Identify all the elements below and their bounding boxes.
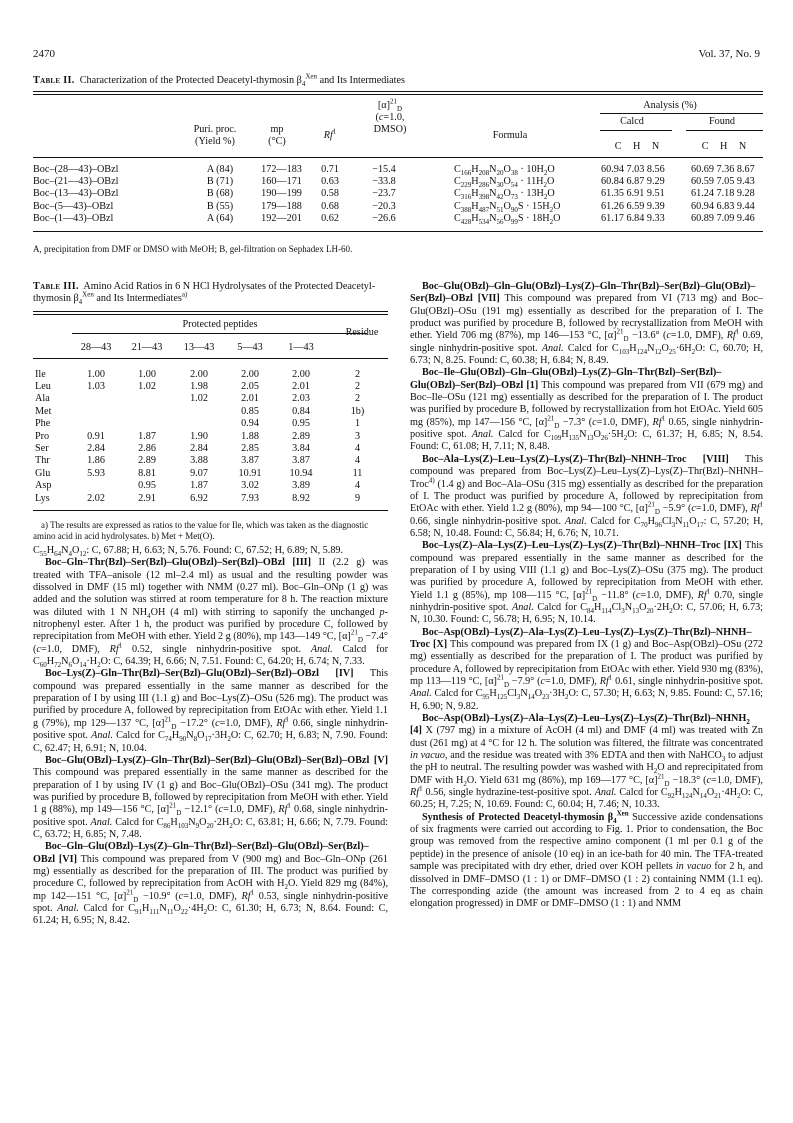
table-row: Pro 0.91 1.87 1.90 1.88 2.89 3 — [35, 430, 361, 442]
table2-caption — [33, 72, 773, 89]
table2-header-formula: Formula — [492, 130, 528, 141]
table2-footnote: A, precipitation from DMF or DMSO with MeOH; B, gel-filtration on Sephadex LH-60. — [33, 244, 353, 254]
table2-header-calcd-chn: C H N — [614, 141, 660, 152]
table-row: Lys 2.02 2.91 6.92 7.93 8.92 9 — [35, 492, 361, 504]
table3 — [33, 368, 388, 504]
table-row: Phe 0.94 0.95 1 — [35, 418, 361, 430]
table2-caption-text: Characterization of the Protected Deacetyl-thymosin $\beta_4^{Xen}$ and Its Intermediates — [79, 72, 405, 89]
table-row: Glu 5.93 8.81 9.07 10.91 10.94 11 — [35, 467, 363, 479]
table-row: Boc–(21—43)–OBzl B (71) 160—171 0.63 −33.8 $C_{229}H_{286}N_{30}O_{54} \cdot 11H_2O$ 60.84 6.87 9.29 60.59 7.05 9.43 — [33, 176, 755, 190]
table3-caption-label: Table III. — [33, 281, 79, 292]
left-column-text: $C_{55}H_{64}N_4O_{12}$: C, 67.88; H, 6.63; N, 5.76. Found: C, 67.52; H, 6.89; N, 5.89. Boc–Gln–Thr(Bzl)–Ser(Bzl)–Glu(OBzl)–Ser(Bzl)–OBzl [III] II (2.2 g) was treated with TFA–anisole (12 ml–2.4 ml) as usual and the resulting powder was dissolved in DMF (15 ml) together with NMM (0.27 ml). Boc–Gln–ONp (1 g) was added and the solution was stirred at room temperature for 8 h. The reaction mixture was diluted with 1 N $NH_4OH$ (4 ml) with stirring to saponify the unchanged p-nitrophenyl ester. After 1 h, the product was purified by procedure C, followed by reprecipitation from MeOH with ether. Yield 2 g (80%), mp 143—149 °C, $[\alpha]^{21}_D -7.4^\circ$ (c=1.0, DMF), Rf$^1$ 0.52, single ninhydrin-positive spot. Anal. Calcd for $C_{60}H_{72}N_6O_{14}\cdot H_2O$: C, 64.39; H, 6.66; N, 7.51. Found: C, 64.20; H, 6.74; N, 7.33. Boc–Lys(Z)–Gln–Thr(Bzl)–Ser(Bzl)–Glu(OBzl)–Ser(Bzl)–OBzl [IV] This compound was prepared essentially in the same manner as described for the preparation of I by using III (1.1 g) and Boc–Lys(Z)–OSu (526 mg). The product was purified by procedure A, followed by reprecipitation from EtOAc with ether. Yield 1.1 g (79%), mp 129—137 °C, $[\alpha]^{21}_D -17.2^\circ$ (c=1.0, DMF), Rf$^1$ 0.66, single ninhydrin-positive spot. Anal. Calcd for $C_{74}H_{90}N_8O_{17}\cdot 3H_2O$: C, 62.70; H, 6.83; N, 7.90. Found: C, 62.47; H, 6.91; N, 10.04. Boc–Glu(OBzl)–Lys(Z)–Gln–Thr(Bzl)–Ser(Bzl)–Glu(OBzl)–Ser(Bzl)–OBzl [V] This compound was prepared essentially in the same manner as described for the preparation of I by using IV (1 g) and Boc–Glu(OBzl)–OSu (341 mg). The product was purified by procedure B, followed by reprecipitation from MeOH with ether. Yield 1 g (88%), mp 149—156 °C, $[\alpha]^{21}_D -12.1^\circ$ (c=1.0, DMF), Rf$^1$ 0.68, single ninhydrin-positive spot. Anal. Calcd for $C_{86}H_{103}N_9O_{20}\cdot 2H_2O$: C, 63.81; H, 6.66; N, 7.79. Found: C, 63.72; H, 6.85; N, 7.48. Boc–Gln–Glu(OBzl)–Lys(Z)–Gln–Thr(Bzl)–Ser(Bzl)–Glu(OBzl)–Ser(Bzl)–OBzl [VI] This compound was prepared from V (900 mg) and Boc–Gln–ONp (261 mg) essentially as described for the preparation of III. The product was purified by procedure C, followed by reprecipitation from AcOH with $H_2O$. Yield 829 mg (84%), mp 142—151 °C, $[\alpha]^{21}_D -10.9^\circ$ (c=1.0, DMF), Rf$^1$ 0.53, single ninhydrin-positive spot. Anal. Calcd for $C_{91}H_{111}N_{11}O_{22}\cdot 4H_2O$: C, 61.30; H, 6.73; N, 8.64. Found: C, 61.24; H, 6.95; N, 8.42. — [33, 545, 389, 927]
table-row: Ala 1.02 2.01 2.03 2 — [35, 393, 361, 405]
table3-caption: Table III. Amino Acid Ratios in 6 N HCl Hydrolysates of the Protected Deacetyl-thymosin $\beta_4^{Xen}$ and Its Intermediates$^{a)}$ — [33, 281, 376, 307]
table2 — [33, 163, 763, 225]
table2-header-found-chn: C H N — [701, 141, 747, 152]
table2-header-calcd: Calcd — [620, 116, 644, 127]
table2-header-mp: mp (°C) — [268, 124, 286, 147]
right-column-text: Boc–Glu(OBzl)–Gln–Glu(OBzl)–Lys(Z)–Gln–Thr(Bzl)–Ser(Bzl)–Glu(OBzl)–Ser(Bzl)–OBzl [VII] This compound was prepared from VI (713 mg) and Boc–Glu(OBzl)–OSu (191 mg) essentially as described for the preparation of I. The product was purified by procedure B, followed by recrystallization from MeOH with ether. Yield 706 mg (87%), mp 146—153 °C, $[\alpha]^{21}_D -13.6^\circ$ (c=1.0, DMF), Rf$^1$ 0.69, single ninhydrin-positive spot. Anal. Calcd for $C_{103}H_{124}N_{12}O_{25}\cdot 6H_2O$: C, 60.70; H, 6.73; N, 8.25. Found: C, 60.38; H, 6.84; N, 8.49. Boc–Ile–Glu(OBzl)–Gln–Glu(OBzl)–Lys(Z)–Gln–Thr(Bzl)–Ser(Bzl)–Glu(OBzl)–Ser(Bzl)–OBzl [1] This compound was prepared from VII (679 mg) and Boc–Ile–OSu (121 mg) essentially as described for the preparation of I. The product was purified by procedure B, followed by recrystallization from hot EtOAc. Yield 605 mg (85%), mp 147—156 °C, $[\alpha]^{21}_D -7.3^\circ$ (c=1.0, DMF), Rf$^1$ 0.65, single ninhydrin-positive spot. Anal. Calcd for $C_{109}H_{135}N_{13}O_{26}\cdot 5H_2O$: C, 61.37; H, 6.85; N, 8.54. Found: C, 61.08; H, 7.11; N, 8.48. Boc–Ala–Lys(Z)–Leu–Lys(Z)–Lys(Z)–Thr(Bzl)–NHNH–Troc [VIII] This compound was prepared from Boc–Lys(Z)–Leu–Lys(Z)–Lys(Z)–Thr(Bzl)–NHNH–Troc$^{4)}$ (1.4 g) and Boc–Ala–OSu (315 mg) essentially as described for the preparation of I. The product was purified by procedure A, followed by reprecipitation from EtOAc with ether. Yield 1.2 g (80%), mp 94—100 °C, $[\alpha]^{21}_D -5.9^\circ$ (c=1.0, DMF), Rf$^1$ 0.66, single ninhydrin-positive spot. Anal. Calcd for $C_{70}H_{96}Cl_3N_{11}O_{17}$: C, 57.20; H, 6.58; N, 10.48. Found: C, 56.84; H, 6.76; N, 10.71. Boc–Lys(Z)–Ala–Lys(Z)–Leu–Lys(Z)–Lys(Z)–Thr(Bzl)–NHNH–Troc [IX] This compound was prepared essentially in the same manner as described for the preparation of I by using VIII (1.1 g) and Boc–Lys(Z)–OSu (375 mg). The product was purified by procedure A, followed by reprecipitation from MeOH with ether. Yield 1.1 g (85%), mp 108—115 °C, $[\alpha]^{21}_D -11.8^\circ$ (c=1.0, DMF), Rf$^1$ 0.70, single ninhydrin-positive spot. Anal. Calcd for $C_{84}H_{114}Cl_3N_{13}O_{20}\cdot 2H_2O$: C, 57.06; H, 6.73; N, 10.30. Found: C, 56.78; H, 6.95; N, 10.14. Boc–Asp(OBzl)–Lys(Z)–Ala–Lys(Z)–Leu–Lys(Z)–Lys(Z)–Thr(Bzl)–NHNH–Troc [X] This compound was prepared from IX (1 g) and Boc–Asp(OBzl)–OSu (272 mg) essentially as described for the preparation of I. The product was purified by procedure A, followed by reprecipitation from EtOAc with ether. Yield 930 mg (83%), mp 113—119 °C, $[\alpha]^{21}_D -7.9^\circ$ (c=1.0, DMF), Rf$^1$ 0.61, single ninhydrin-positive spot. Anal. Calcd for $C_{95}H_{125}Cl_3N_{14}O_{23}\cdot 3H_2O$: C, 57.30; H, 6.63; N, 9.85. Found: C, 57.16; H, 6.90; N, 9.82. Boc–$Asp(OBzl)-Lys(Z)-Ala-Lys(Z)-Leu-Lys(Z)-Lys(Z)-Thr(Bzl)-NHNH_2$ [4] X (797 mg) in a mixture of AcOH (4 ml) and DMF (4 ml) was treated with Zn dust (261 mg) at 4 °C for 12 h. The solution was filtered, the filtrate was concentrated in vacuo, and the residue was treated with 3% EDTA and then with NaHCO$_3$ to adjust the pH to neutral. The resulting powder was washed with $H_2O$ and reprecipitated from DMF with $H_2O$. Yield 631 mg (86%), mp 169—177 °C, $[\alpha]^{21}_D -18.3^\circ$ (c=1.0, DMF), Rf$^1$ 0.56, single hydrazine-test-positive spot. Anal. Calcd for $C_{92}H_{124}N_{14}O_{21}\cdot 4H_2O$: C, 60.25; H, 7.25; N, 10.69. Found: C, 60.04; H, 7.46; N, 10.33. Synthesis of Protected Deacetyl-thymosin $\beta_4^{Xen}$ Successive azide condensations of six fragments were carried out according to Fig. 1. Prior to condensation, the Boc group was removed from the respective amino component (1 ml per 0.1 g of the peptide) in the presence of anisole (10 eq) in an ice-bath for 40 min. The TFA-treated sample was precipitated with dry ether, dried over KOH pellets in vacuo for 2 h, and dissolved in DMF–DMSO (1 : 1) or DMF–DMSO (1 : 2) containing NMM (1.1 eq). The corresponding azide (the amount was increased from 2 to 4 eq as chain elongation progressed) in DMF or DMF–DMSO (1 : 1) and NMM — [410, 281, 764, 910]
table2-header-analysis: Analysis (%) — [643, 100, 697, 111]
journal-volume: Vol. 37, No. 9 — [698, 48, 760, 60]
table-row: Boc–(13—43)–OBzl B (68) 190—199 0.58 −23.7 $C_{316}H_{398}N_{42}O_{73} \cdot 13H_2O$ 61.35 6.91 9.51 61.24 7.18 9.28 — [33, 188, 755, 202]
table-row: Ile 1.00 1.00 2.00 2.00 2.00 2 — [35, 368, 361, 380]
table-row: Asp 0.95 1.87 3.02 3.89 4 — [35, 480, 361, 492]
table-row: Boc–(1—43)–OBzl A (64) 192—201 0.62 −26.6 $C_{428}H_{534}N_{56}O_{99}S \cdot 18H_2O$ 61.17 6.84 9.33 60.89 7.09 9.46 — [33, 213, 755, 227]
table3-group-header: Protected peptides — [182, 319, 258, 330]
table2-header-found: Found — [708, 116, 736, 127]
table2-header-alpha: $[\alpha]^{21}_D$ (c=1.0, DMSO) — [373, 97, 407, 135]
table-row: Leu 1.03 1.02 1.98 2.05 2.01 2 — [35, 381, 361, 393]
table3-header: 28—43 21—43 13—43 5—43 1—43 — [80, 341, 314, 353]
table-row: Boc–(28—43)–OBzl A (84) 172—183 0.71 −15.4 $C_{166}H_{208}N_{20}O_{38} \cdot 10H_2O$ 60.94 7.03 8.56 60.69 7.36 8.67 — [33, 163, 755, 177]
table-row: Ser 2.84 2.86 2.84 2.85 3.84 4 — [35, 443, 361, 455]
table3-residue-header: Residue — [345, 327, 379, 338]
table2-caption-label: Table II. — [33, 75, 75, 86]
table3-footnote: a) The results are expressed as ratios to the value for Ile, which was taken as the diagnostic amino acid in acid hydrolysates. b) Met + Met(O). — [33, 520, 369, 541]
table-row: Thr 1.86 2.89 3.88 3.87 3.87 4 — [35, 455, 361, 467]
table-row: Boc–(5—43)–OBzl B (55) 179—188 0.68 −20.3 $C_{388}H_{487}N_{51}O_{90}S \cdot 15H_2O$ 61.26 6.59 9.39 60.94 6.83 9.44 — [33, 200, 755, 214]
table-row: Met 0.85 0.84 1b) — [35, 405, 365, 417]
table2-header-puri: Puri. proc. (Yield %) — [193, 124, 237, 147]
page-number: 2470 — [33, 48, 55, 60]
table2-header-rf: Rf$^1$ — [323, 127, 337, 141]
